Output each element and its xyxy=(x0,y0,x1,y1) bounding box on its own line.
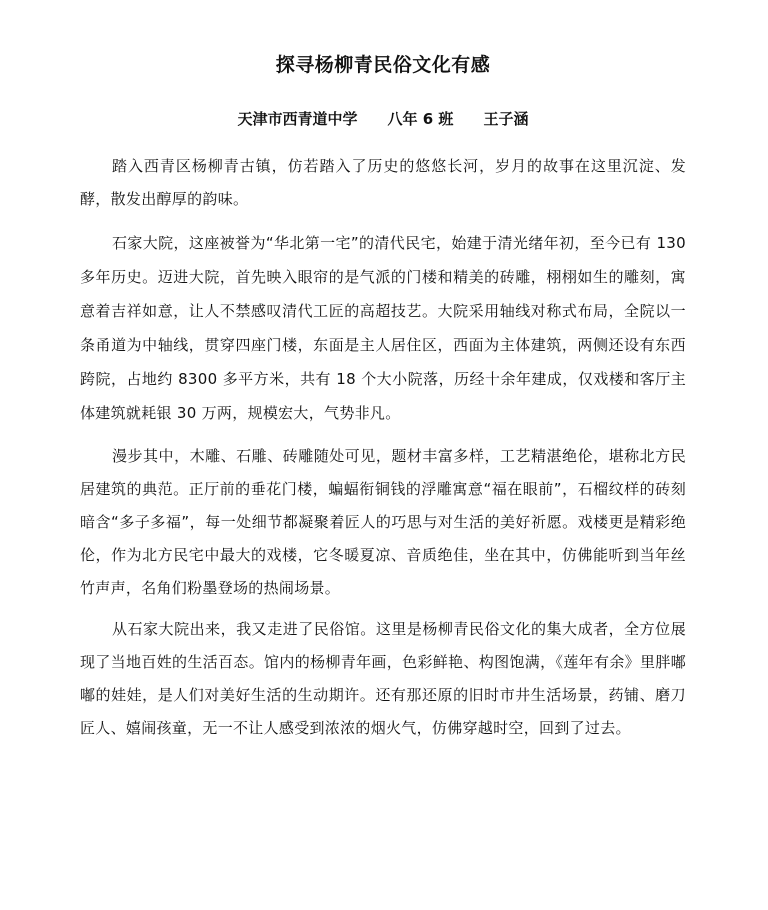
paragraph-3: 漫步其中，木雕、石雕、砖雕随处可见，题材丰富多样，工艺精湛绝伦，堪称北方民居建筑的典范。正厅前的垂花门楼，蝙蝠衔铜钱的浮雕寓意“福在眼前”，石榴纹样的砖刻暗含“多子多福”，每一处细节都凝聚着匠人的巧思与对生活的美好祈愿。戏楼更是精彩绝伦，作为北方民宅中最大的戏楼，它冬暖夏凉、音质绝佳，坐在其中，仿佛能听到当年丝竹声声，名角们粉墨登场的热闹场景。 xyxy=(80,447,686,597)
paragraph-4: 从石家大院出来，我又走进了民俗馆。这里是杨柳青民俗文化的集大成者，全方位展现了当地百姓的生活百态。馆内的杨柳青年画，色彩鲜艳、构图饱满，《莲年有余》里胖嘟嘟的娃娃，是人们对美好生活的生动期许。还有那还原的旧时市井生活场景，药铺、磨刀匠人、嬉闹孩童，无一不让人感受到浓浓的烟火气，仿佛穿越时空，回到了过去。 xyxy=(80,620,686,737)
paragraph-1: 踏入西青区杨柳青古镇，仿若踏入了历史的悠悠长河，岁月的故事在这里沉淀、发酵，散发出醇厚的韵味。 xyxy=(80,157,686,208)
paragraph-2: 石家大院，这座被誉为“华北第一宅”的清代民宅，始建于清光绪年初，至今已有 130 多年历史。迈进大院，首先映入眼帘的是气派的门楼和精美的砖雕，栩栩如生的雕刻，寓意着吉祥如意，让人不禁感叹清代工匠的高超技艺。大院采用轴线对称式布局，全院以一条甬道为中轴线，贯穿四座门楼，东面是主人居住区，西面为主体建筑，两侧还设有东西跨院，占地约 8300 多平方米，共有 18 个大小院落，历经十余年建成，仅戏楼和客厅主体建筑就耗银 30 万两，规模宏大，气势非凡。 xyxy=(80,234,686,422)
byline-school: 天津市西青道中学 xyxy=(237,110,358,128)
page-title: 探寻杨柳青民俗文化有感 xyxy=(275,54,491,76)
byline xyxy=(80,108,686,130)
byline-author: 王子涵 xyxy=(483,110,529,128)
article-body xyxy=(80,150,686,745)
byline-class: 八年 6 班 xyxy=(387,110,454,128)
